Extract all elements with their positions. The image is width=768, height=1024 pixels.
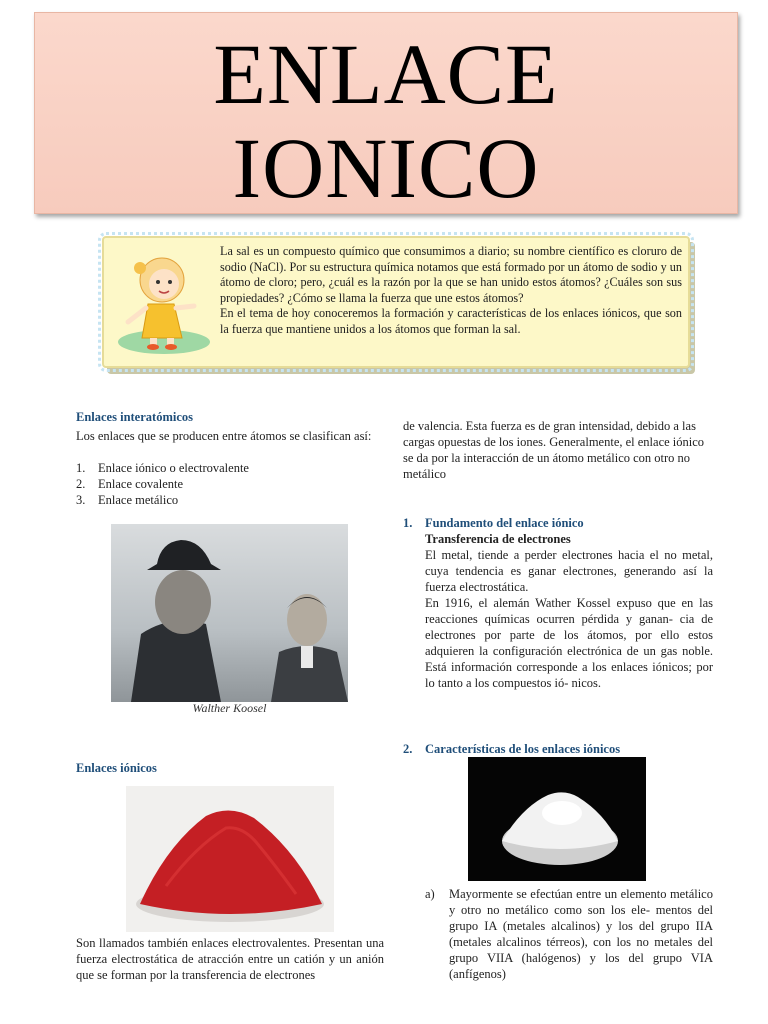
red-powder-photo (126, 786, 334, 932)
interatomic-heading: Enlaces interatómicos (76, 410, 193, 424)
ionic-heading: Enlaces iónicos (76, 761, 157, 775)
section-2-number: 2. (403, 742, 413, 756)
title-line-1: ENLACE (213, 26, 559, 122)
list-item: 1. Enlace iónico o electrovalente (76, 461, 249, 475)
item-a-label: a) (425, 887, 435, 901)
intro-paragraph-2: En el tema de hoy conoceremos la formación y características de los enlaces iónicos, que son la fuerza que mantiene unidos a los átomos que forman la sal. (220, 306, 682, 336)
section-2-header (403, 742, 713, 757)
section-1 (403, 515, 713, 691)
item-a-text: Mayormente se efectúan entre un elemento metálico y otro no metálico como son los ele- mentos del grupo IA (metales alcalinos) y los del grupo IIA (metales alcalinos térreos), con los no metales del grupo VIIA (halógenos) y los del grupo VIA (anfígenos) (449, 887, 713, 981)
list-item: 2. Enlace covalente (76, 477, 184, 491)
section-2-item-a (425, 886, 713, 982)
kossel-photo (111, 524, 348, 702)
section-1-subheading: Transferencia de electrones (425, 532, 571, 546)
interatomic-intro: Los enlaces que se producen entre átomos se clasifican así: (76, 429, 372, 443)
section-1-paragraph-1: El metal, tiende a perder electrones hacia el no metal, cuya tendencia es ganar electrones, generando así la fuerza electrostática. (425, 548, 713, 594)
list-item: 3. Enlace metálico (76, 493, 179, 507)
photo-caption: Walther Koosel (192, 701, 267, 715)
ionic-description: Son llamados también enlaces electrovalentes. Presentan una fuerza electrostática de atracción entre un catión y un anión que se forman por la transferencia de electrones (76, 936, 384, 982)
section-1-heading: Fundamento del enlace iónico (425, 516, 584, 530)
section-1-number: 1. (403, 516, 413, 530)
section-2-heading: Características de los enlaces iónicos (425, 742, 621, 756)
title-banner (34, 12, 738, 214)
section-1-paragraph-2: En 1916, el alemán Wather Kossel expuso que en las reacciones químicas ocurren pérdida y ganan- cia de electrones por parte de los átomos, por ello estos adquieren la configuración electrónica de un gas noble. Está información corresponde a los enlaces iónicos; por lo tanto a los compuestos ió- nicos. (425, 596, 713, 690)
intro-text (220, 244, 682, 338)
title-line-2: IONICO (232, 120, 540, 216)
bond-types-list (76, 460, 386, 508)
girl-illustration (112, 246, 212, 358)
valence-continuation: de valencia. Esta fuerza es de gran intensidad, debido a las cargas opuestas de los iones. Generalmente, el enlace iónico se da por la interacción de un átomo metálico con otro no metálico (403, 419, 705, 481)
intro-paragraph-1: La sal es un compuesto químico que consumimos a diario; su nombre científico es cloruro de sodio (NaCl). Por su estructura química notamos que está formado por un átomo de sodio y un átomo de cloro; pero, ¿cuál es la razón por la que se han unido estos átomos? ¿Cuáles son sus propiedades? ¿Cómo se llama la fuerza que une estos átomos? (220, 244, 682, 305)
salt-photo (468, 757, 646, 881)
